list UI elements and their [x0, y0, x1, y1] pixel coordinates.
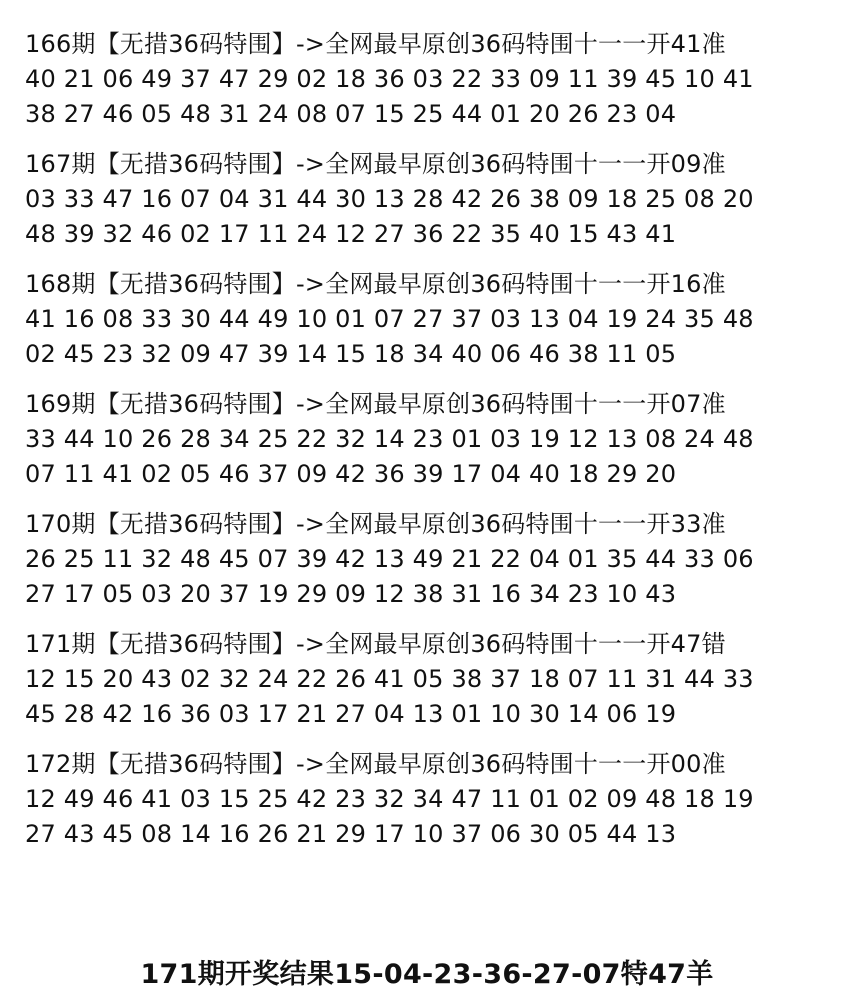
entry-167: [25, 147, 825, 252]
number-row: 07 11 41 02 05 46 37 09 42 36 39 17 04 40 18 29 20: [25, 460, 677, 488]
number-row: 27 43 45 08 14 16 26 21 29 17 10 37 06 30 05 44 13: [25, 820, 677, 848]
entry-171: [25, 627, 825, 732]
entry-166: [25, 27, 825, 132]
draw-result: 171期开奖结果15-04-23-36-27-07特47羊: [140, 959, 714, 990]
entry-170: [25, 507, 825, 612]
entry-header: 172期【无措36码特围】->全网最早原创36码特围十一一开00准: [25, 750, 726, 778]
number-row: 12 15 20 43 02 32 24 22 26 41 05 38 37 18 07 11 31 44 33: [25, 665, 754, 693]
entry-header: 171期【无措36码特围】->全网最早原创36码特围十一一开47错: [25, 630, 726, 658]
number-row: 03 33 47 16 07 04 31 44 30 13 28 42 26 38 09 18 25 08 20: [25, 185, 754, 213]
entry-169: [25, 387, 825, 492]
number-row: 12 49 46 41 03 15 25 42 23 32 34 47 11 01 02 09 48 18 19: [25, 785, 754, 813]
entry-header: 169期【无措36码特围】->全网最早原创36码特围十一一开07准: [25, 390, 726, 418]
entry-header: 168期【无措36码特围】->全网最早原创36码特围十一一开16准: [25, 270, 726, 298]
entry-header: 166期【无措36码特围】->全网最早原创36码特围十一一开41准: [25, 30, 726, 58]
entry-168: [25, 267, 825, 372]
entry-header: 167期【无措36码特围】->全网最早原创36码特围十一一开09准: [25, 150, 726, 178]
number-row: 40 21 06 49 37 47 29 02 18 36 03 22 33 09 11 39 45 10 41: [25, 65, 754, 93]
prediction-list: [25, 27, 825, 867]
entry-172: [25, 747, 825, 852]
number-row: 38 27 46 05 48 31 24 08 07 15 25 44 01 20 26 23 04: [25, 100, 677, 128]
number-row: 45 28 42 16 36 03 17 21 27 04 13 01 10 30 14 06 19: [25, 700, 677, 728]
number-row: 33 44 10 26 28 34 25 22 32 14 23 01 03 19 12 13 08 24 48: [25, 425, 754, 453]
number-row: 41 16 08 33 30 44 49 10 01 07 27 37 03 13 04 19 24 35 48: [25, 305, 754, 333]
number-row: 48 39 32 46 02 17 11 24 12 27 36 22 35 40 15 43 41: [25, 220, 677, 248]
number-row: 26 25 11 32 48 45 07 39 42 13 49 21 22 04 01 35 44 33 06: [25, 545, 754, 573]
number-row: 02 45 23 32 09 47 39 14 15 18 34 40 06 46 38 11 05: [25, 340, 677, 368]
entry-header: 170期【无措36码特围】->全网最早原创36码特围十一一开33准: [25, 510, 726, 538]
number-row: 27 17 05 03 20 37 19 29 09 12 38 31 16 34 23 10 43: [25, 580, 677, 608]
